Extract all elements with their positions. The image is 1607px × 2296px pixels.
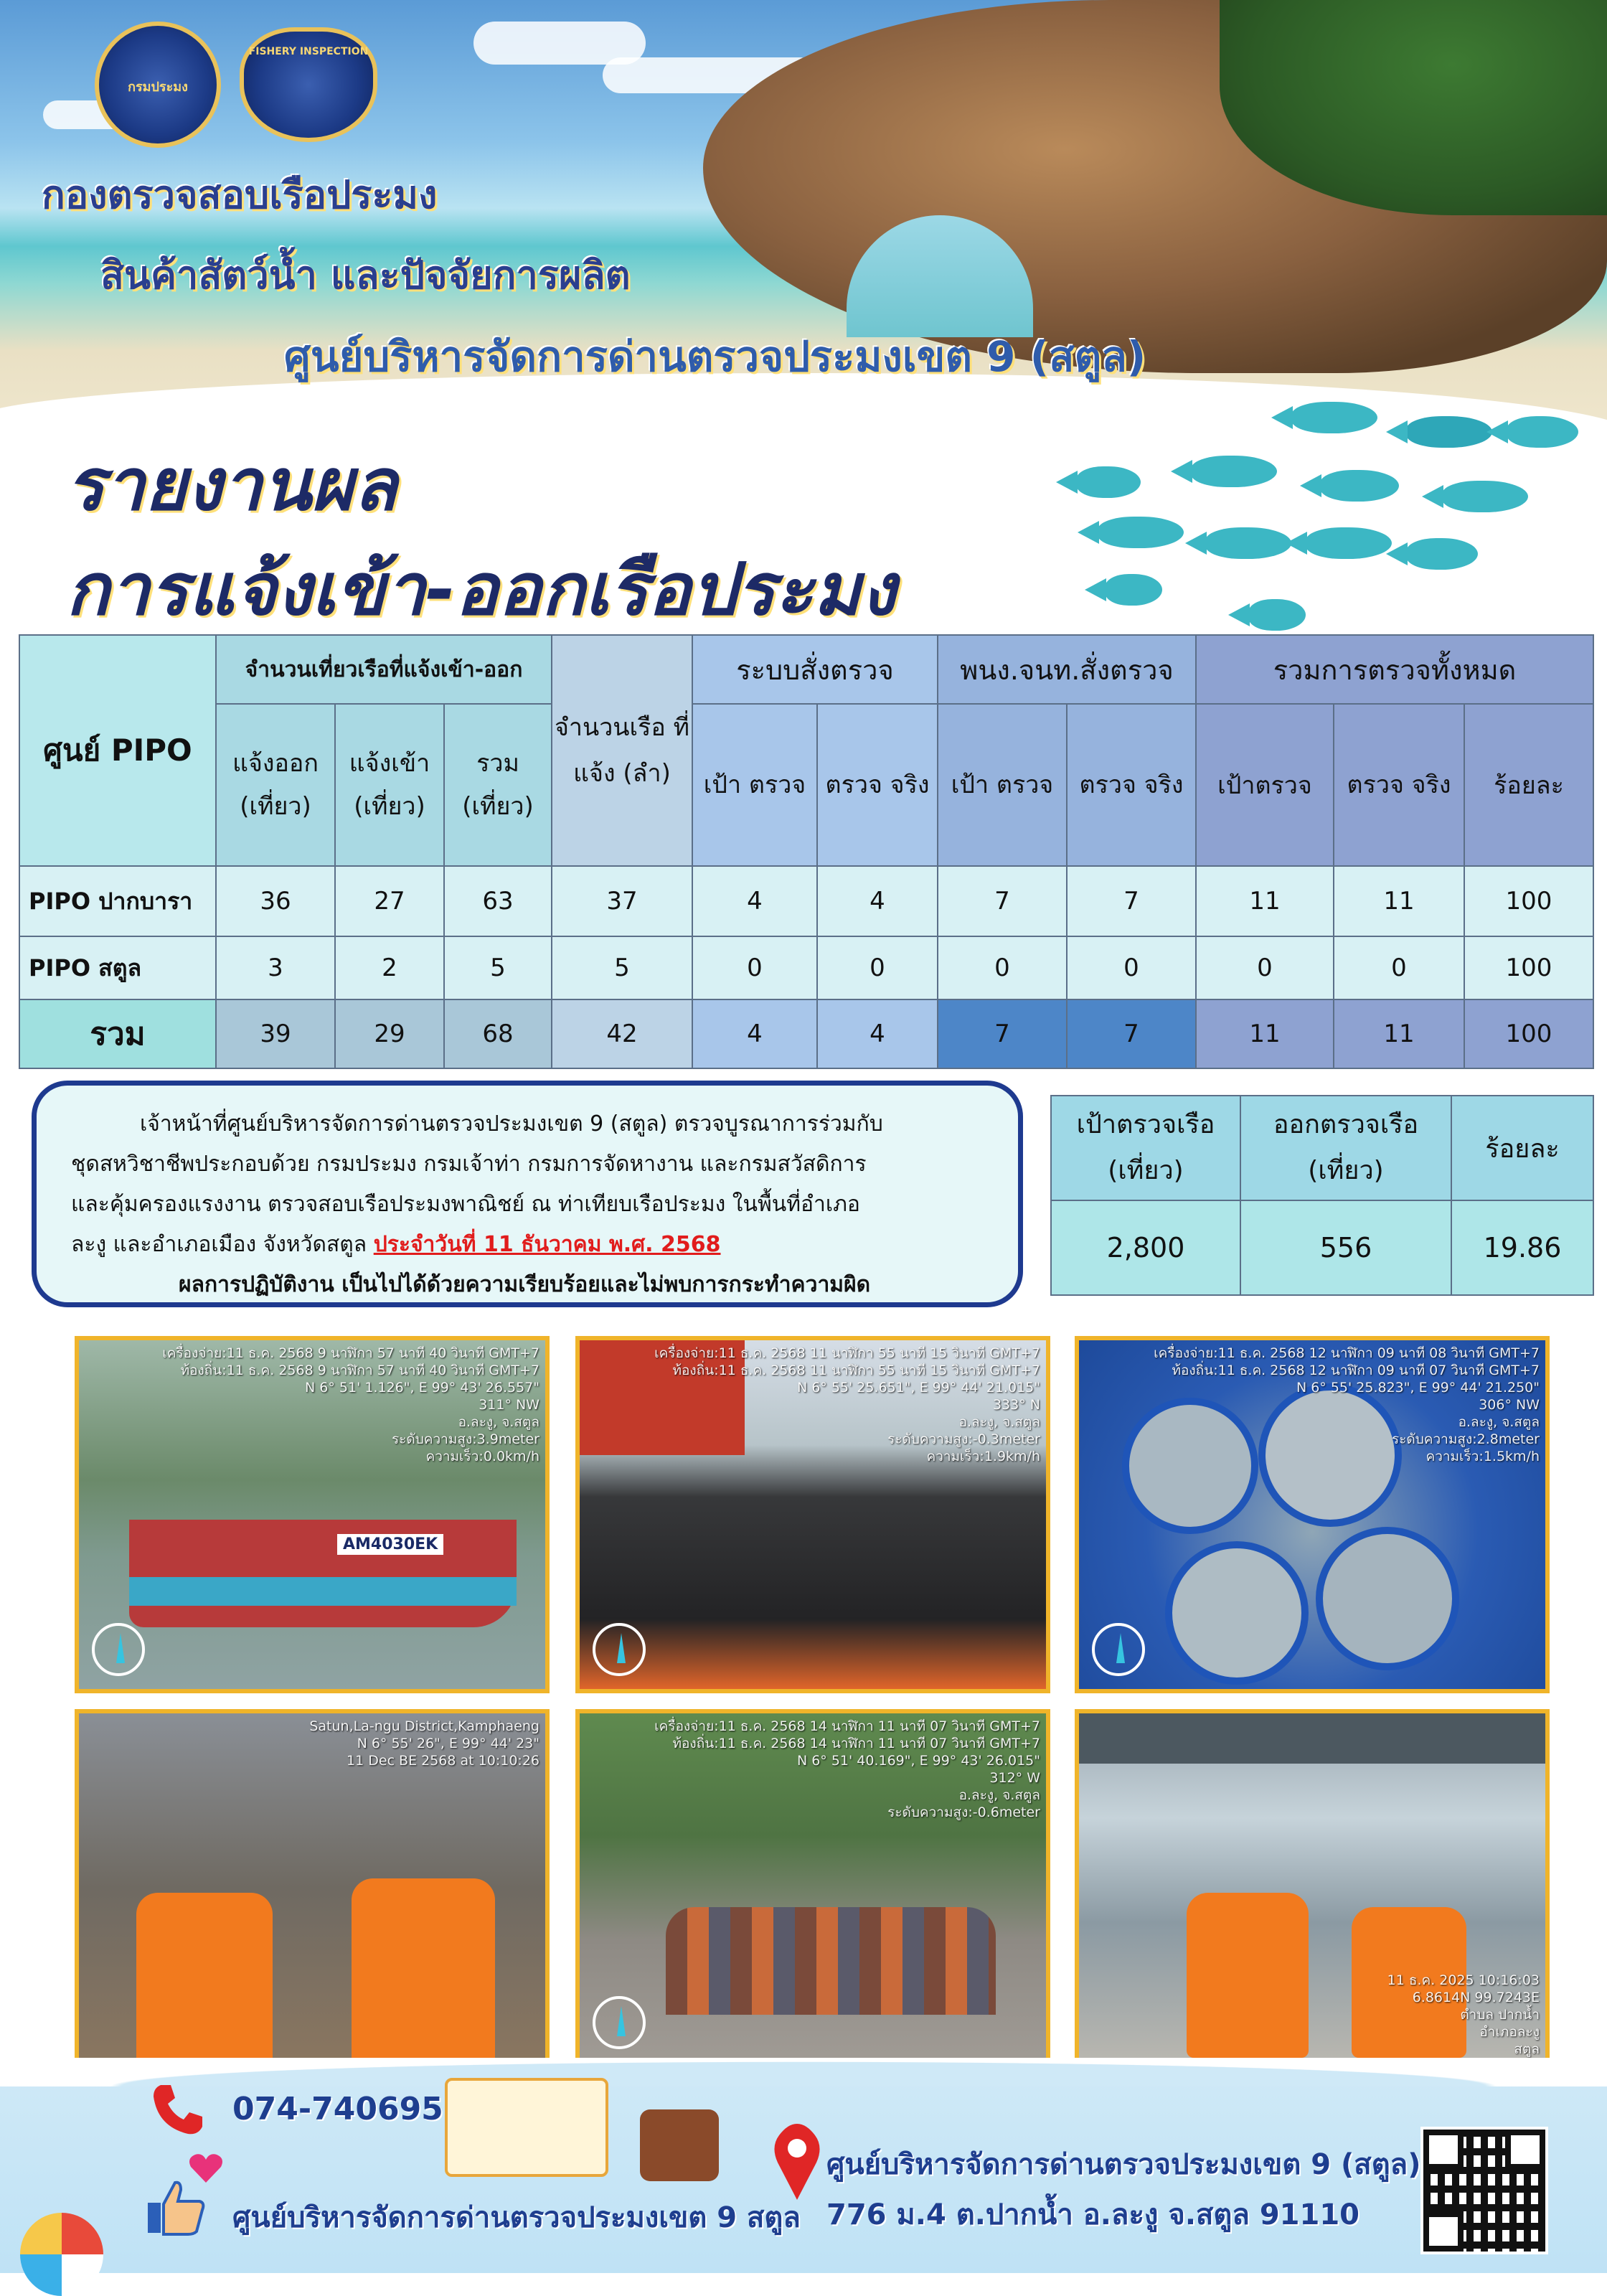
header-officer-actual: ตรวจ จริง <box>1067 704 1196 866</box>
pipo-report-table <box>19 634 1594 1069</box>
header-all-group: รวมการตรวจทั้งหมด <box>1196 635 1593 704</box>
stats-val-target: 2,800 <box>1051 1200 1240 1295</box>
sum-total: 68 <box>444 999 552 1068</box>
row-name: PIPO สตูล <box>19 936 216 999</box>
cell-system-target: 0 <box>692 936 817 999</box>
sum-system-target: 4 <box>692 999 817 1068</box>
header-officer-group: พนง.จนท.สั่งตรวจ <box>938 635 1196 704</box>
photo-fishing-boat <box>75 1336 550 1693</box>
row-name: PIPO ปากบารา <box>19 866 216 936</box>
address-line: 776 ม.4 ต.ปากน้ำ อ.ละงู จ.สตูล 91110 <box>826 2198 1360 2231</box>
fish-icon <box>1406 538 1478 570</box>
cell-officer-actual: 0 <box>1067 936 1196 999</box>
boat-registration: AM4030EK <box>337 1534 443 1555</box>
cell-in: 2 <box>335 936 444 999</box>
fish-icon <box>1291 402 1377 433</box>
sum-percent: 100 <box>1464 999 1593 1068</box>
header-total: รวม (เที่ยว) <box>444 704 552 866</box>
header-officer-target: เป้า ตรวจ <box>938 704 1067 866</box>
cell-all-target: 0 <box>1196 936 1334 999</box>
footer-wave <box>0 2058 1607 2086</box>
photo-stamp: เครื่องจ่าย:11 ธ.ค. 2568 11 นาฬิกา 55 นาที 15 วินาที GMT+7 ท้องถิ่น:11 ธ.ค. 2568 11 นาฬิกา 55 นาที 15 วินาที GMT+7 N 6° 55' 25.651", E 99° 44' 21.015" 333° N อ.ละงู, จ.สตูล ระดับความสูง:-0.3meter ความเร็ว:1.9km/h <box>654 1345 1040 1464</box>
boat-hull <box>129 1520 517 1627</box>
notice-line-text: ละงู และอำเภอเมือง จังหวัดสตูล <box>71 1232 374 1257</box>
report-title-line2: การแจ้งเข้า-ออกเรือประมง <box>66 547 896 631</box>
fish-icon <box>1406 416 1492 448</box>
cell-total: 5 <box>444 936 552 999</box>
fish-icon <box>1076 466 1141 498</box>
sum-out: 39 <box>216 999 335 1068</box>
cell-out: 36 <box>216 866 335 936</box>
division-title: กองตรวจสอบเรือประมง <box>42 172 438 217</box>
cell-officer-actual: 7 <box>1067 866 1196 936</box>
table-row <box>19 866 1593 936</box>
table-row <box>19 936 1593 999</box>
crowd <box>666 1907 996 2015</box>
fish-icon <box>1191 456 1277 487</box>
fish-icon <box>1442 481 1528 512</box>
fish-icon <box>1320 470 1399 502</box>
photo-stamp: เครื่องจ่าย:11 ธ.ค. 2568 14 นาฬิกา 11 นาที 07 วินาที GMT+7 ท้องถิ่น:11 ธ.ค. 2568 14 นาฬิกา 11 นาที 07 วินาที GMT+7 N 6° 51' 40.169", E 99° 43' 26.015" 312° W อ.ละงู, จ.สตูล ระดับความสูง:-0.6meter <box>654 1718 1040 1820</box>
fishery-inspection-logo: FISHERY INSPECTION <box>240 27 377 142</box>
sum-boats: 42 <box>552 999 692 1068</box>
cell-officer-target: 0 <box>938 936 1067 999</box>
stats-head-percent: ร้อยละ <box>1451 1096 1593 1200</box>
header-system-group: ระบบสั่งตรวจ <box>692 635 938 704</box>
pier-roof <box>1079 1713 1550 1764</box>
stats-head-target: เป้าตรวจเรือ (เที่ยว) <box>1051 1096 1240 1200</box>
report-title-line1: รายงานผล <box>66 443 397 527</box>
fish-icon <box>1205 527 1291 559</box>
photo-stamp: เครื่องจ่าย:11 ธ.ค. 2568 9 นาฬิกา 57 นาที 40 วินาที GMT+7 ท้องถิ่น:11 ธ.ค. 2568 9 นาฬิกา 57 นาที 40 วินาที GMT+7 N 6° 51' 1.126", E 99° 43' 26.557" 311° NW อ.ละงู, จ.สตูล ระดับความสูง:3.9meter ความเร็ว:0.0km/h <box>162 1345 539 1464</box>
cell-percent: 100 <box>1464 936 1593 999</box>
cell-system-actual: 0 <box>817 936 938 999</box>
header-in: แจ้งเข้า (เที่ยว) <box>335 704 444 866</box>
cell-percent: 100 <box>1464 866 1593 936</box>
notice-line: และคุ้มครองแรงงาน ตรวจสอบเรือประมงพาณิชย์ ณ ท่าเทียบเรือประมง ในพื้นที่อำเภอ <box>71 1192 860 1217</box>
photo-stamp: 11 ธ.ค. 2025 10:16:03 6.8614N 99.7243E ตำบล ปากน้ำ อำเภอละงู สตูล <box>1387 1972 1540 2057</box>
header-out: แจ้งออก (เที่ยว) <box>216 704 335 866</box>
notice-date: ประจำวันที่ 11 ธันวาคม พ.ศ. 2568 <box>373 1232 721 1257</box>
operation-notice <box>32 1081 1023 1307</box>
cell-boats: 37 <box>552 866 692 936</box>
qr-eye <box>1423 2130 1464 2170</box>
notice-line: เจ้าหน้าที่ศูนย์บริหารจัดการด่านตรวจประมงเขต 9 (สตูล) ตรวจบูรณาการร่วมกับ <box>140 1111 883 1137</box>
photo-stamp: เครื่องจ่าย:11 ธ.ค. 2568 12 นาฬิกา 09 นาที 08 วินาที GMT+7 ท้องถิ่น:11 ธ.ค. 2568 12 นาฬิกา 09 นาที 07 วินาที GMT+7 N 6° 55' 25.823", E 99° 44' 21.250" 306° NW อ.ละงู, จ.สตูล ระดับความสูง:2.8meter ความเร็ว:1.5km/h <box>1154 1345 1540 1464</box>
facebook-page-name[interactable]: ศูนย์บริหารจัดการด่านตรวจประมงเขต 9 สตูล <box>232 2201 801 2234</box>
header-all-target: เป้าตรวจ <box>1196 704 1334 866</box>
fish-icon <box>1098 517 1184 548</box>
header-center: ศูนย์ PIPO <box>19 635 216 866</box>
cell-total: 63 <box>444 866 552 936</box>
postcard-decoration <box>445 2078 608 2177</box>
fish-icon <box>1248 599 1306 631</box>
sum-all-target: 11 <box>1196 999 1334 1068</box>
header-all-actual: ตรวจ จริง <box>1334 704 1464 866</box>
header-system-target: เป้า ตรวจ <box>692 704 817 866</box>
suitcase-decoration <box>640 2109 719 2181</box>
qr-code[interactable] <box>1420 2127 1548 2254</box>
cell-officer-target: 7 <box>938 866 1067 936</box>
photo-fishing-nets <box>575 1336 1050 1693</box>
notice-result: ผลการปฏิบัติงาน เป็นไปได้ด้วยความเรียบร้อยและไม่พบการกระทำความผิด <box>179 1272 871 1297</box>
cell-all-target: 11 <box>1196 866 1334 936</box>
header-trips-group: จำนวนเที่ยวเรือที่แจ้งเข้า-ออก <box>216 635 552 704</box>
division-subtitle: สินค้าสัตว์น้ำ และปัจจัยการผลิต <box>100 253 631 298</box>
cell-system-actual: 4 <box>817 866 938 936</box>
heart-icon <box>188 2152 224 2184</box>
phone-icon <box>148 2079 208 2140</box>
photo-stamp: Satun,La-ngu District,Kamphaeng N 6° 55' 26", E 99° 44' 23" 11 Dec BE 2568 at 10:10:26 <box>309 1718 539 1769</box>
fish-icon <box>1507 416 1578 448</box>
header-system-actual: ตรวจ จริง <box>817 704 938 866</box>
center-title: ศูนย์บริหารจัดการด่านตรวจประมงเขต 9 (สตูล) <box>284 332 1146 381</box>
stats-val-out: 556 <box>1240 1200 1451 1295</box>
qr-eye <box>1505 2130 1545 2170</box>
cell-in: 27 <box>335 866 444 936</box>
compass-icon <box>593 1623 646 1676</box>
notice-line <box>71 1225 984 1265</box>
fish-barrel <box>1316 1527 1459 1670</box>
department-of-fisheries-logo: กรมประมง <box>95 22 221 148</box>
beach-ball-decoration <box>20 2213 103 2296</box>
life-jacket <box>352 1878 495 2065</box>
compass-icon <box>593 1996 646 2049</box>
header-boats: จำนวนเรือ ที่แจ้ง (ลำ) <box>552 635 692 866</box>
sum-system-actual: 4 <box>817 999 938 1068</box>
compass-icon <box>1092 1623 1145 1676</box>
sum-name: รวม <box>19 999 216 1068</box>
cell-boats: 5 <box>552 936 692 999</box>
photo-crew-meeting <box>575 1709 1050 2066</box>
inspection-stats-table <box>1050 1095 1594 1296</box>
cell-all-actual: 0 <box>1334 936 1464 999</box>
sum-officer-target: 7 <box>938 999 1067 1068</box>
location-pin-icon <box>770 2122 824 2201</box>
phone-number[interactable]: 074-740695 <box>232 2091 443 2127</box>
photo-crew-documents <box>1075 1709 1550 2066</box>
table-sum-row <box>19 999 1593 1068</box>
header-percent: ร้อยละ <box>1464 704 1593 866</box>
sum-all-actual: 11 <box>1334 999 1464 1068</box>
stats-val-percent: 19.86 <box>1451 1200 1593 1295</box>
cell-all-actual: 11 <box>1334 866 1464 936</box>
fish-barrel <box>1165 1541 1309 1685</box>
boat-stripe <box>129 1577 517 1606</box>
fish-icon <box>1306 527 1392 559</box>
photo-crew-life-jackets <box>75 1709 550 2066</box>
sum-officer-actual: 7 <box>1067 999 1196 1068</box>
life-jacket <box>1187 1893 1309 2058</box>
notice-line: ชุดสหวิชาชีพประกอบด้วย กรมประมง กรมเจ้าท่า กรมการจัดหางาน และกรมสวัสดิการ <box>71 1152 867 1177</box>
life-jacket <box>136 1893 273 2065</box>
qr-eye <box>1423 2211 1464 2252</box>
stats-head-out: ออกตรวจเรือ (เที่ยว) <box>1240 1096 1451 1200</box>
address-name: ศูนย์บริหารจัดการด่านตรวจประมงเขต 9 (สตูล) <box>826 2148 1421 2181</box>
photo-fish-catch <box>1075 1336 1550 1693</box>
sum-in: 29 <box>335 999 444 1068</box>
cell-system-target: 4 <box>692 866 817 936</box>
compass-icon <box>92 1623 145 1676</box>
fish-icon <box>1105 574 1162 606</box>
cell-out: 3 <box>216 936 335 999</box>
